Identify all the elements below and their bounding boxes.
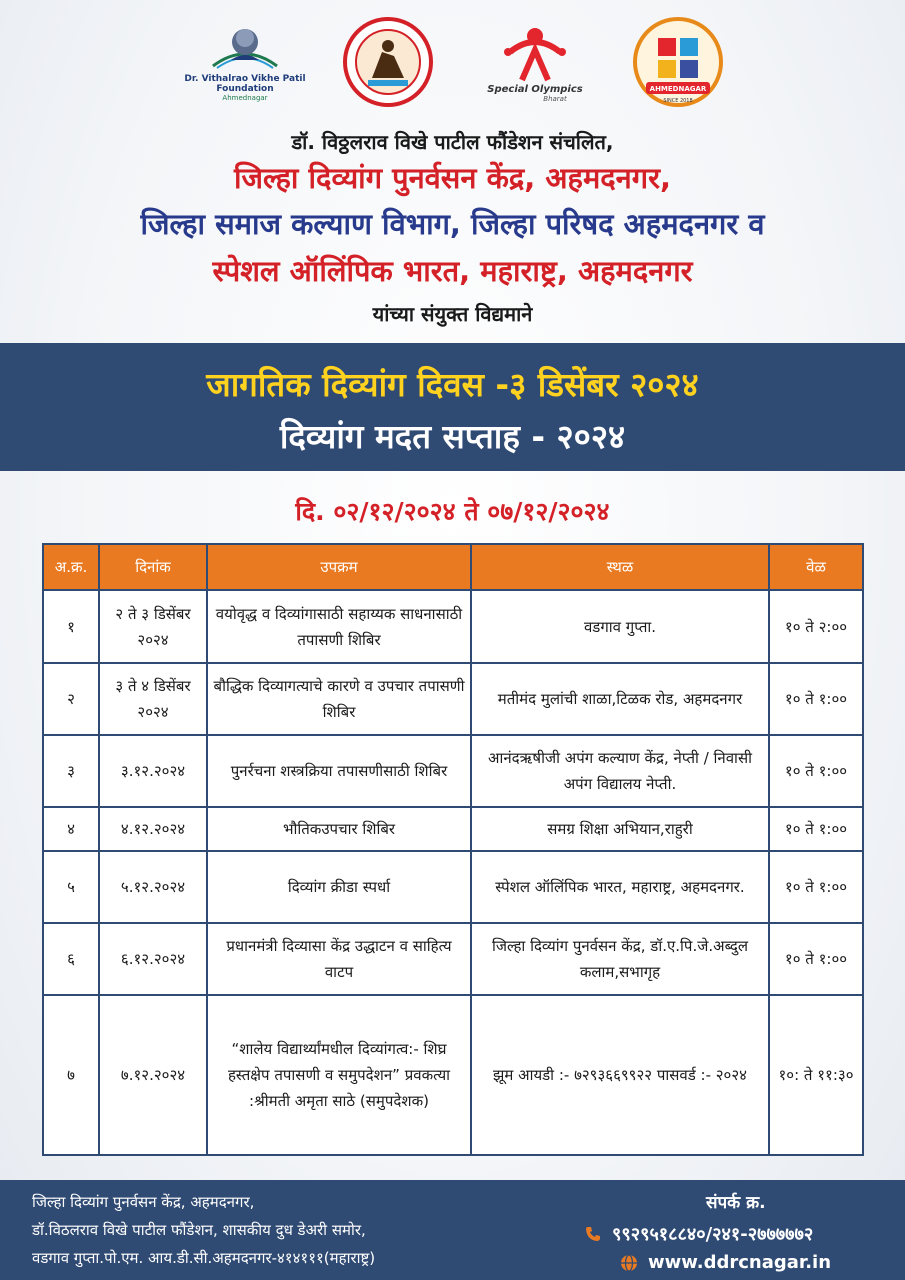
row-date: ३ ते ४ डिसेंबर २०२४ xyxy=(99,663,207,735)
banner-title: जागतिक दिव्यांग दिवस -३ डिसेंबर २०२४ xyxy=(206,365,699,404)
table-header-row xyxy=(43,544,863,590)
header-activity: उपक्रम xyxy=(207,544,471,590)
table-row xyxy=(43,851,863,923)
row-activity: वयोवृद्ध व दिव्यांगासाठी सहाय्यक साधनासाठी तपासणी शिबिर xyxy=(207,590,471,663)
row-serial: ५ xyxy=(43,851,99,923)
table-row xyxy=(43,807,863,851)
row-time: १० ते १:०० xyxy=(769,923,863,995)
address-line-1: जिल्हा दिव्यांग पुनर्वसन केंद्र, अहमदनगर, xyxy=(32,1193,255,1211)
row-date: ३.१२.२०२४ xyxy=(99,735,207,807)
row-date: ५.१२.२०२४ xyxy=(99,851,207,923)
disability-sports-icon xyxy=(632,16,724,108)
row-time: १० ते १:०० xyxy=(769,807,863,851)
row-place: झूम आयडी :- ७२९३६६९९२२ पासवर्ड :- २०२४ xyxy=(471,995,769,1155)
row-activity: प्रधानमंत्री दिव्यासा केंद्र उद्धाटन व साहित्य वाटप xyxy=(207,923,471,995)
contact-label: संपर्क क्र. xyxy=(706,1193,766,1213)
date-range: दि. ०२/१२/२०२४ ते ०७/१२/२०२४ xyxy=(295,497,610,526)
zilla-parishad-seal xyxy=(340,14,436,110)
special-olympics-name: Special Olympics xyxy=(487,83,583,95)
schedule-table xyxy=(42,543,864,1156)
row-serial: २ xyxy=(43,663,99,735)
row-time: १० ते १:०० xyxy=(769,735,863,807)
table-row xyxy=(43,923,863,995)
address-line-3: वडगाव गुप्ता.पो.एम. आय.डी.सी.अहमदनगर-४१४१११(महाराष्ट्र) xyxy=(32,1249,376,1267)
row-activity: पुनर्रचना शस्त्रक्रिया तपासणीसाठी शिबिर xyxy=(207,735,471,807)
special-olympics-sub: Bharat xyxy=(543,94,567,103)
row-place: जिल्हा दिव्यांग पुनर्वसन केंद्र, डॉ.ए.पि.जे.अब्दुल कलाम,सभागृह xyxy=(471,923,769,995)
globe-icon xyxy=(620,1254,638,1272)
header-line-1: डॉ. विठ्ठलराव विखे पाटील फौंडेशन संचलित, xyxy=(291,130,614,154)
website-link[interactable]: www.ddrcnagar.in xyxy=(648,1252,832,1273)
row-serial: ४ xyxy=(43,807,99,851)
website-row xyxy=(620,1252,831,1273)
table-row xyxy=(43,995,863,1155)
banner-subtitle: दिव्यांग मदत सप्ताह - २०२४ xyxy=(279,417,626,456)
row-place: समग्र शिक्षा अभियान,राहुरी xyxy=(471,807,769,851)
phone-row xyxy=(584,1222,813,1246)
row-activity: भौतिकउपचार शिबिर xyxy=(207,807,471,851)
special-olympics-icon xyxy=(500,22,570,84)
row-serial: ६ xyxy=(43,923,99,995)
phone-icon xyxy=(584,1225,602,1243)
row-serial: ३ xyxy=(43,735,99,807)
header-time: वेळ xyxy=(769,544,863,590)
special-olympics-logo xyxy=(485,14,585,110)
zilla-parishad-seal-icon xyxy=(342,16,434,108)
header-date: दिनांक xyxy=(99,544,207,590)
foundation-city: Ahmednagar xyxy=(222,94,268,102)
footer-address xyxy=(32,1188,375,1272)
header-line-3: जिल्हा समाज कल्याण विभाग, जिल्हा परिषद अहमदनगर व xyxy=(140,207,765,241)
row-activity: बौद्धिक दिव्यागत्याचे कारणे व उपचार तपासणी शिबिर xyxy=(207,663,471,735)
foundation-emblem-icon xyxy=(205,22,285,74)
row-time: १०: ते ११:३० xyxy=(769,995,863,1155)
dst-seal-since: SINCE 2018 xyxy=(663,98,693,104)
table-row xyxy=(43,590,863,663)
address-line-2: डॉ.विठलराव विखे पाटील फौंडेशन, शासकीय दुध डेअरी समोर, xyxy=(32,1221,366,1239)
row-serial: ७ xyxy=(43,995,99,1155)
row-date: ७.१२.२०२४ xyxy=(99,995,207,1155)
row-time: १० ते १:०० xyxy=(769,663,863,735)
header-line-2: जिल्हा दिव्यांग पुनर्वसन केंद्र, अहमदनगर, xyxy=(234,161,671,195)
row-date: २ ते ३ डिसेंबर २०२४ xyxy=(99,590,207,663)
header-serial: अ.क्र. xyxy=(43,544,99,590)
row-time: १० ते १:०० xyxy=(769,851,863,923)
foundation-name: Dr. Vithalrao Vikhe Patil Foundation xyxy=(184,74,306,94)
row-place: मतीमंद मुलांची शाळा,टिळक रोड, अहमदनगर xyxy=(471,663,769,735)
logo-strip xyxy=(0,14,905,110)
row-date: ६.१२.२०२४ xyxy=(99,923,207,995)
row-place: वडगाव गुप्ता. xyxy=(471,590,769,663)
header-line-5: यांच्या संयुक्त विद्यमाने xyxy=(372,302,533,326)
foundation-logo xyxy=(175,14,315,110)
header-place: स्थळ xyxy=(471,544,769,590)
row-time: १० ते २:०० xyxy=(769,590,863,663)
header-line-4: स्पेशल ऑलिंपिक भारत, महाराष्ट्र, अहमदनगर xyxy=(212,254,693,288)
dst-logo xyxy=(628,14,728,110)
phone-number[interactable]: ९९२९५१८८४०/२४१-२७७७७७२ xyxy=(612,1224,814,1245)
row-date: ४.१२.२०२४ xyxy=(99,807,207,851)
row-serial: १ xyxy=(43,590,99,663)
dst-seal-text: AHMEDNAGAR xyxy=(649,85,707,93)
row-place: आनंदऋषीजी अपंग कल्याण केंद्र, नेप्ती / निवासी अपंग विद्यालय नेप्ती. xyxy=(471,735,769,807)
row-activity: “शालेय विद्यार्थ्यांमधील दिव्यांगत्व:- शिघ्र हस्तक्षेप तपासणी व समुपदेशन” प्रवकत्या :श्रीमती अमृता साठे (समुपदेशक) xyxy=(207,995,471,1155)
row-activity: दिव्यांग क्रीडा स्पर्धा xyxy=(207,851,471,923)
footer xyxy=(0,1180,905,1280)
table-row xyxy=(43,735,863,807)
row-place: स्पेशल ऑलिंपिक भारत, महाराष्ट्र, अहमदनगर. xyxy=(471,851,769,923)
table-row xyxy=(43,663,863,735)
